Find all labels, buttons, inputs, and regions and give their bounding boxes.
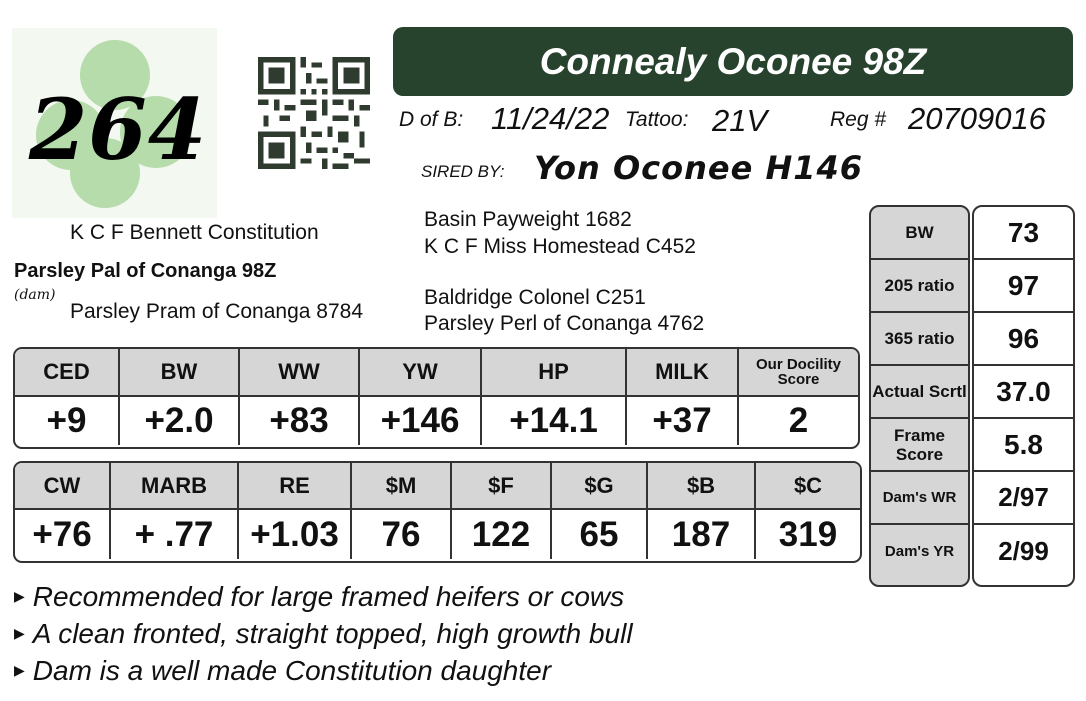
pedigree-dam-dam-dam: Parsley Perl of Conanga 4762 <box>424 312 705 335</box>
epd-value-dollar-g: 65 <box>552 510 648 559</box>
side-value-dams-yr: 2/99 <box>998 536 1049 566</box>
epd-value-re: +1.03 <box>239 510 352 559</box>
note-item <box>14 615 633 652</box>
sire-name: Yon Oconee H146 <box>534 149 864 187</box>
epd-table-2-header <box>15 463 860 508</box>
side-label-frame-score: Frame Score <box>871 419 968 472</box>
epd-value-dollar-f: 122 <box>452 510 552 559</box>
reg-label: Reg # <box>830 108 887 131</box>
reg-value: 20709016 <box>908 101 1046 136</box>
pedigree-dam: Parsley Pal of Conanga 98Z <box>14 260 277 282</box>
epd-header-docility: Our Docility Score <box>739 349 858 395</box>
side-label-dams-wr: Dam's WR <box>871 472 968 525</box>
epd-table-1-values <box>15 397 858 445</box>
side-label-365-ratio: 365 ratio <box>871 313 968 366</box>
side-value-frame-score: 5.8 <box>974 419 1073 472</box>
pedigree-sire-sire: Basin Payweight 1682 <box>424 208 632 231</box>
epd-value-hp: +14.1 <box>482 397 627 445</box>
bullet-triangle-icon: ▶ <box>14 625 25 641</box>
tattoo-label: Tattoo: <box>625 108 689 131</box>
epd-header-dollar-g: $G <box>552 463 648 508</box>
epd-header-milk: MILK <box>627 349 739 395</box>
epd-header-hp: HP <box>482 349 627 395</box>
pedigree-dam-dam: Parsley Pram of Conanga 8784 <box>70 300 364 323</box>
epd-header-dollar-m: $M <box>352 463 452 508</box>
pedigree-dam-sire: K C F Bennett Constitution <box>70 221 319 244</box>
epd-header-marb: MARB <box>111 463 239 508</box>
epd-value-dollar-m: 76 <box>352 510 452 559</box>
side-value-205-ratio: 97 <box>974 260 1073 313</box>
note-item <box>14 578 633 615</box>
lot-logo <box>12 28 217 218</box>
side-value-actual-scrtl: 37.0 <box>974 366 1073 419</box>
epd-header-dollar-b: $B <box>648 463 756 508</box>
notes-list <box>14 578 633 689</box>
bullet-triangle-icon: ▶ <box>14 588 25 604</box>
side-value-dams-wr: 2/97 <box>974 472 1073 525</box>
pedigree-sire-dam: K C F Miss Homestead C452 <box>424 235 696 258</box>
qr-code-icon <box>258 57 370 169</box>
note-item <box>14 652 633 689</box>
pedigree-dam-dam-sire: Baldridge Colonel C251 <box>424 286 646 309</box>
sired-by-label: SIRED BY: <box>421 162 505 181</box>
side-label-bw: BW <box>871 207 968 260</box>
epd-value-bw: +2.0 <box>120 397 240 445</box>
epd-value-dollar-c: 319 <box>778 514 838 554</box>
epd-header-ww: WW <box>240 349 360 395</box>
note-text: A clean fronted, straight topped, high growth bull <box>32 617 633 649</box>
bull-name-banner: Connealy Oconee 98Z <box>393 27 1073 96</box>
epd-table-2-values <box>15 510 860 559</box>
side-label-dams-yr: Dam's YR <box>884 543 955 560</box>
bullet-triangle-icon: ▶ <box>14 662 25 678</box>
tattoo-value: 21V <box>712 103 768 138</box>
epd-value-yw: +146 <box>360 397 482 445</box>
epd-table-2 <box>13 461 862 563</box>
epd-header-bw: BW <box>120 349 240 395</box>
epd-value-milk: +37 <box>627 397 739 445</box>
epd-value-docility: 2 <box>788 401 809 440</box>
side-label-205-ratio: 205 ratio <box>871 260 968 313</box>
epd-header-yw: YW <box>360 349 482 395</box>
lot-number: 264 <box>28 80 208 179</box>
epd-header-dollar-c: $C <box>756 463 860 508</box>
side-table-values <box>972 205 1075 587</box>
epd-table-1 <box>13 347 860 449</box>
epd-table-1-header <box>15 349 858 395</box>
epd-header-re: RE <box>239 463 352 508</box>
side-value-bw: 73 <box>974 207 1073 260</box>
epd-value-dollar-b: 187 <box>648 510 756 559</box>
side-table-labels <box>869 205 970 587</box>
dob-value: 11/24/22 <box>491 101 610 136</box>
epd-value-ww: +83 <box>240 397 360 445</box>
epd-value-ced: +9 <box>15 397 120 445</box>
epd-header-ced: CED <box>15 349 120 395</box>
dam-tag: (dam) <box>14 287 56 303</box>
dob-label: D of B: <box>399 108 464 131</box>
epd-header-dollar-f: $F <box>452 463 552 508</box>
side-value-365-ratio: 96 <box>974 313 1073 366</box>
note-text: Dam is a well made Constitution daughter <box>32 654 552 686</box>
epd-value-marb: + .77 <box>111 510 239 559</box>
side-label-actual-scrtl: Actual Scrtl <box>871 366 968 419</box>
epd-value-cw: +76 <box>15 510 111 559</box>
epd-header-cw: CW <box>15 463 111 508</box>
note-text: Recommended for large framed heifers or cows <box>32 580 625 612</box>
